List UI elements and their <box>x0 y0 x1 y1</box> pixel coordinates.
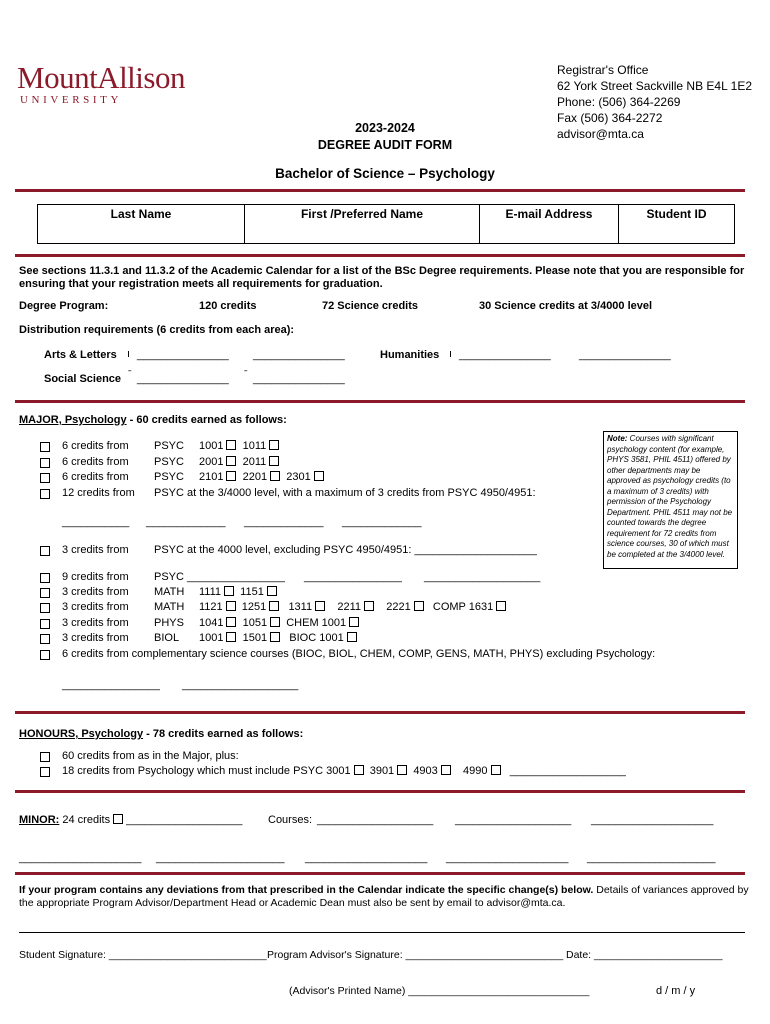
minor-course-blank[interactable]: ____________________ <box>591 814 714 826</box>
upper-level-credits: 30 Science credits at 3/4000 level <box>479 300 653 312</box>
office-line: 62 York Street Sackville NB E4L 1E2 <box>557 79 752 93</box>
checkbox[interactable] <box>349 617 359 627</box>
checkbox[interactable] <box>397 765 407 775</box>
course-code: 1001 <box>199 632 224 644</box>
course-code: 4903 <box>413 765 438 777</box>
checkbox[interactable] <box>40 573 50 583</box>
course-code: 2301 <box>286 471 311 483</box>
advisor-signature[interactable]: Program Advisor's Signature: ___________________________ <box>267 949 564 961</box>
arts-letters-mark: ı <box>127 348 131 360</box>
minor-course-blank[interactable]: ____________________ <box>305 852 428 864</box>
course-code: BIOC 1001 <box>289 632 344 644</box>
honours-heading-title: HONOURS, Psychology <box>19 728 144 740</box>
honours-heading <box>19 728 303 740</box>
minor-heading: MINOR: <box>19 814 60 826</box>
academic-year: 2023-2024 <box>355 121 415 135</box>
course-code: 1041 <box>199 617 224 629</box>
course-code: 1501 <box>242 632 268 644</box>
minor-course-blank[interactable]: ____________________ <box>446 852 569 864</box>
arts-letters-label: Arts & Letters <box>44 349 117 361</box>
course-code: COMP 1631 <box>432 601 494 613</box>
checkbox[interactable] <box>40 603 50 613</box>
total-credits: 120 credits <box>199 300 257 312</box>
date-field[interactable]: Date: ______________________ <box>566 949 723 961</box>
office-line: Fax (506) 364-2272 <box>557 111 663 125</box>
university-logo-subtitle: UNIVERSITY <box>20 94 122 106</box>
major-row-credits: 6 credits from <box>62 456 129 468</box>
minor-courses-label: Courses: <box>268 814 313 826</box>
checkbox[interactable] <box>267 586 277 596</box>
minor-credits: 24 credits <box>59 814 111 826</box>
major-row-courses <box>199 456 279 468</box>
social-science-blank-1[interactable]: _______________ <box>137 373 229 385</box>
course-code: 4990 <box>463 765 488 777</box>
student-info-table <box>37 204 735 244</box>
major-row-subject: MATH <box>154 601 185 613</box>
major-row-courses <box>199 440 279 452</box>
checkbox[interactable] <box>40 442 50 452</box>
major-row-subject: PHYS <box>154 617 184 629</box>
major-row-credits: 12 credits from <box>62 487 135 499</box>
humanities-blank-1[interactable]: _______________ <box>459 349 551 361</box>
course-code: 1311 <box>288 601 313 613</box>
honours-heading-rest: - 78 credits earned as follows: <box>143 728 304 740</box>
major-row-credits: 3 credits from <box>62 632 129 644</box>
major-row-text: 6 credits from complementary science courses (BIOC, BIOL, CHEM, COMP, GENS, MATH, PHYS) excluding Psychology: <box>62 648 656 660</box>
arts-letters-blank-1[interactable]: _______________ <box>137 349 229 361</box>
checkbox[interactable] <box>226 617 236 627</box>
distribution-heading: Distribution requirements (6 credits from each area): <box>19 324 295 336</box>
course-code: 1051 <box>242 617 268 629</box>
course-blank[interactable]: _____________ <box>342 516 422 528</box>
section-divider <box>15 790 745 793</box>
major-row-subject: PSYC <box>154 440 184 452</box>
section-divider <box>15 254 745 257</box>
course-code: 2221 <box>386 601 411 613</box>
social-science-label: Social Science <box>44 373 122 385</box>
arts-letters-blank-2[interactable]: _______________ <box>253 349 345 361</box>
honours-row: 60 credits from as in the Major, plus: <box>62 750 239 762</box>
student-signature[interactable]: Student Signature: ___________________________ <box>19 949 267 961</box>
checkbox[interactable] <box>270 617 280 627</box>
checkbox[interactable] <box>226 456 236 466</box>
major-row-credits: 3 credits from <box>62 617 129 629</box>
humanities-blank-2[interactable]: _______________ <box>579 349 671 361</box>
major-row-courses <box>199 601 506 613</box>
major-heading-rest: - 60 credits earned as follows: <box>126 414 287 426</box>
major-row-credits: 9 credits from <box>62 571 129 583</box>
major-row-subject: MATH <box>154 586 185 598</box>
section-divider <box>15 872 745 875</box>
checkbox[interactable] <box>496 601 506 611</box>
checkbox[interactable] <box>314 471 324 481</box>
course-code: 1111 <box>199 586 222 598</box>
checkbox[interactable] <box>354 765 364 775</box>
major-row-courses <box>199 617 359 629</box>
minor-course-blank[interactable]: ____________________ <box>19 852 142 864</box>
social-science-mark: ˉ <box>128 369 132 381</box>
course-code: 2011 <box>242 456 267 468</box>
honours-row-text: 18 credits from Psychology which must include PSYC 3001 <box>62 765 351 777</box>
checkbox[interactable] <box>226 632 236 642</box>
office-line[interactable]: advisor@mta.ca <box>557 127 644 141</box>
checkbox[interactable] <box>226 601 236 611</box>
course-blank[interactable]: ___________________ <box>509 765 626 777</box>
major-heading-title: MAJOR, Psychology <box>19 414 127 426</box>
checkbox[interactable] <box>113 814 123 824</box>
checkbox[interactable] <box>364 601 374 611</box>
course-code: 1001 <box>199 440 224 452</box>
checkbox[interactable] <box>40 634 50 644</box>
deviation-text <box>19 884 754 909</box>
psychology-note <box>603 431 738 569</box>
science-credits: 72 Science credits <box>322 300 419 312</box>
course-blank[interactable]: ___________________ <box>424 571 541 583</box>
deviation-line[interactable] <box>19 932 745 933</box>
checkbox[interactable] <box>269 440 279 450</box>
checkbox[interactable] <box>270 471 280 481</box>
checkbox[interactable] <box>226 440 236 450</box>
note-label: Note: <box>607 434 628 443</box>
course-code: 2001 <box>199 456 224 468</box>
checkbox[interactable] <box>270 632 280 642</box>
section-divider <box>15 711 745 714</box>
checkbox[interactable] <box>269 456 279 466</box>
first-name-field[interactable]: First /Preferred Name <box>245 205 480 244</box>
major-row-subject: BIOL <box>154 632 180 644</box>
course-code: 1121 <box>199 601 223 613</box>
email-field[interactable]: E-mail Address <box>480 205 619 244</box>
deviation-rest: Details of variances approved by the appropriate Program Advisor/Department Head or Academic Dean must also be sent by email to advisor@mta.ca. <box>19 884 749 909</box>
major-row-courses <box>199 632 357 644</box>
honours-row <box>62 765 626 777</box>
minor-row <box>19 814 242 826</box>
major-row-credits: 3 credits from <box>62 586 129 598</box>
note-text: Courses with significant psychology content (for example, PHYS 3581, PHIL 4511) offered by other departments may be approved as psychology credits (to a maximum of 3 credits) with permission of the Psychology Department. PHIL 4511 may not be counted towards the degree requirement for 72 credits from science courses, 30 of which must be completed at the 3/4000 level. <box>607 434 733 559</box>
social-science-mark: ˉ <box>244 369 248 381</box>
checkbox[interactable] <box>40 767 50 777</box>
intro-text: See sections 11.3.1 and 11.3.2 of the Academic Calendar for a list of the BSc Degree requirements. Please note that you are responsible for ensuring that your registration meets all requirements for graduation. <box>19 265 745 290</box>
minor-course-blank[interactable]: _____________________ <box>587 852 716 864</box>
major-row-credits: 3 credits from <box>62 544 129 556</box>
student-id-field[interactable]: Student ID <box>619 205 735 244</box>
checkbox[interactable] <box>40 650 50 660</box>
checkbox[interactable] <box>315 601 325 611</box>
course-blank[interactable]: ___________ <box>62 516 130 528</box>
checkbox[interactable] <box>224 586 234 596</box>
course-code: 1011 <box>242 440 267 452</box>
checkbox[interactable] <box>40 489 50 499</box>
program-title: Bachelor of Science – Psychology <box>275 166 495 181</box>
checkbox[interactable] <box>40 588 50 598</box>
checkbox[interactable] <box>347 632 357 642</box>
course-code: 1251 <box>241 601 267 613</box>
course-code: 3901 <box>369 765 395 777</box>
advisor-printed-name[interactable]: (Advisor's Printed Name) _______________________________ <box>289 985 590 997</box>
major-row-credits: 6 credits from <box>62 471 129 483</box>
humanities-label: Humanities <box>380 349 440 361</box>
major-heading <box>19 414 287 426</box>
humanities-mark: ı <box>449 348 453 360</box>
checkbox[interactable] <box>269 601 279 611</box>
social-science-blank-2[interactable]: _______________ <box>253 373 345 385</box>
course-blank[interactable]: _____________ <box>244 516 324 528</box>
course-blank[interactable]: ________________ <box>304 571 402 583</box>
course-blank[interactable]: ________________ <box>62 679 160 691</box>
major-row-text: PSYC ________________ <box>154 571 285 583</box>
date-format: d / m / y <box>656 985 696 997</box>
office-line: Registrar's Office <box>557 63 649 77</box>
checkbox[interactable] <box>414 601 424 611</box>
major-row-courses <box>199 586 277 598</box>
course-code: CHEM 1001 <box>286 617 347 629</box>
course-code: 2101 <box>199 471 224 483</box>
checkbox[interactable] <box>226 471 236 481</box>
checkbox[interactable] <box>40 546 50 556</box>
course-code: 2201 <box>242 471 268 483</box>
last-name-field[interactable]: Last Name <box>38 205 245 244</box>
checkbox[interactable] <box>40 458 50 468</box>
course-code: 2211 <box>337 601 361 613</box>
course-blank[interactable]: _____________ <box>146 516 226 528</box>
section-divider <box>15 189 745 192</box>
form-title: DEGREE AUDIT FORM <box>317 138 453 152</box>
minor-course-blank[interactable]: ___________________ <box>455 814 572 826</box>
degree-program-label: Degree Program: <box>19 300 109 312</box>
major-row-credits: 6 credits from <box>62 440 129 452</box>
major-row-text: PSYC at the 3/4000 level, with a maximum of 3 credits from PSYC 4950/4951: <box>154 487 536 499</box>
checkbox[interactable] <box>40 619 50 629</box>
course-blank[interactable]: ___________________ <box>182 679 299 691</box>
checkbox[interactable] <box>40 473 50 483</box>
checkbox[interactable] <box>40 752 50 762</box>
major-row-text: PSYC at the 4000 level, excluding PSYC 4950/4951: ____________________ <box>154 544 537 556</box>
checkbox[interactable] <box>441 765 451 775</box>
major-row-subject: PSYC <box>154 471 184 483</box>
major-row-courses <box>199 471 324 483</box>
major-row-credits: 3 credits from <box>62 601 129 613</box>
checkbox[interactable] <box>491 765 501 775</box>
course-code: 1151 <box>240 586 264 598</box>
minor-course-blank[interactable]: _____________________ <box>156 852 285 864</box>
minor-blank[interactable]: ___________________ <box>126 814 243 826</box>
minor-course-blank[interactable]: ___________________ <box>317 814 434 826</box>
office-line: Phone: (506) 364-2269 <box>557 95 681 109</box>
section-divider <box>15 400 745 403</box>
university-logo: MountAllison <box>17 60 185 95</box>
major-row-subject: PSYC <box>154 456 184 468</box>
deviation-bold: If your program contains any deviations from that prescribed in the Calendar indicate the specific change(s) below. <box>19 884 594 896</box>
